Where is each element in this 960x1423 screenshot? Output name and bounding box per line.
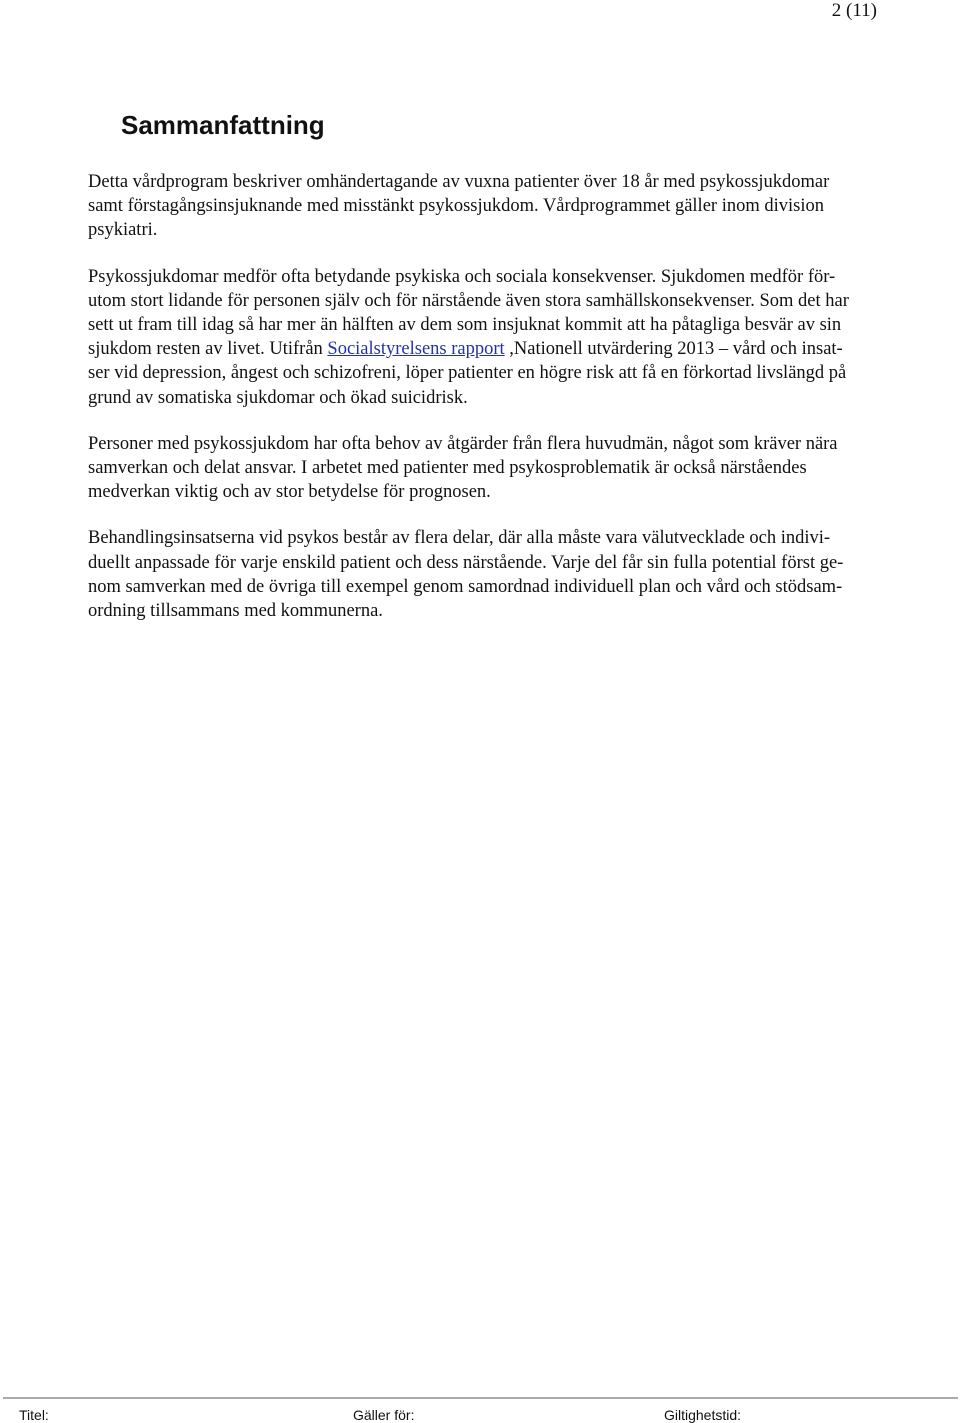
paragraph-4 (88, 526, 960, 623)
paragraph-line: Personer med psykossjukdom har ofta behov av åtgärder från flera huvudmän, något som kräver nära (88, 433, 838, 454)
footer-validity-label: Giltighetstid: (664, 1407, 742, 1423)
paragraph-line: ser vid depression, ångest och schizofreni, löper patienter en högre risk att få en förkortad livslängd på (88, 363, 847, 384)
paragraph-line: utom stort lidande för personen själv och för närstående även stora samhällskonsekvenser. Som det har (88, 290, 849, 311)
paragraph-3 (88, 432, 960, 505)
paragraph-line: grund av somatiska sjukdomar och ökad suicidrisk. (88, 387, 468, 408)
paragraph-line: sett ut fram till idag så har mer än hälften av dem som insjuknat kommit att ha påtagliga besvär av sin (88, 315, 842, 336)
paragraph-line: duellt anpassade för varje enskild patient och dess närstående. Varje del får sin fulla potential först ge- (88, 552, 844, 573)
paragraph-line: samt förstagångsinsjuknande med misstänkt psykossjukdom. Vårdprogrammet gäller inom division (88, 196, 824, 217)
paragraph-2 (88, 265, 960, 410)
page-title: Sammanfattning (121, 110, 325, 140)
page-number: 2 (11) (831, 0, 877, 21)
text-after-link: ,Nationell utvärdering 2013 – vård och insat- (504, 339, 843, 360)
paragraph-line: ordning tillsammans med kommunerna. (88, 601, 383, 622)
paragraph-line: psykiatri. (88, 220, 158, 241)
paragraph-line: Behandlingsinsatserna vid psykos består av flera delar, där alla måste vara välutvecklade och indivi- (88, 528, 831, 549)
paragraph-line: samverkan och delat ansvar. I arbetet med patienter med psykosproblematik är också närståendes (88, 458, 807, 479)
paragraph-line (88, 337, 960, 361)
paragraph-line: Psykossjukdomar medför ofta betydande psykiska och sociala konsekvenser. Sjukdomen medför för- (88, 266, 836, 287)
summary-body (88, 170, 960, 645)
paragraph-line: Detta vårdprogram beskriver omhändertagande av vuxna patienter över 18 år med psykossjukdomar (88, 172, 830, 192)
paragraph-line: medverkan viktig och av stor betydelse för prognosen. (88, 482, 491, 503)
page-footer (3, 1397, 958, 1423)
footer-applies-label: Gäller för: (353, 1407, 415, 1423)
paragraph-line: nom samverkan med de övriga till exempel genom samordnad individuell plan och vård och stödsam- (88, 576, 843, 597)
socialstyrelsen-report-link[interactable]: Socialstyrelsens rapport (327, 339, 505, 360)
footer-title-label: Titel: (19, 1407, 49, 1423)
text-before-link: sjukdom resten av livet. Utifrån (88, 339, 328, 360)
paragraph-1 (88, 170, 960, 243)
